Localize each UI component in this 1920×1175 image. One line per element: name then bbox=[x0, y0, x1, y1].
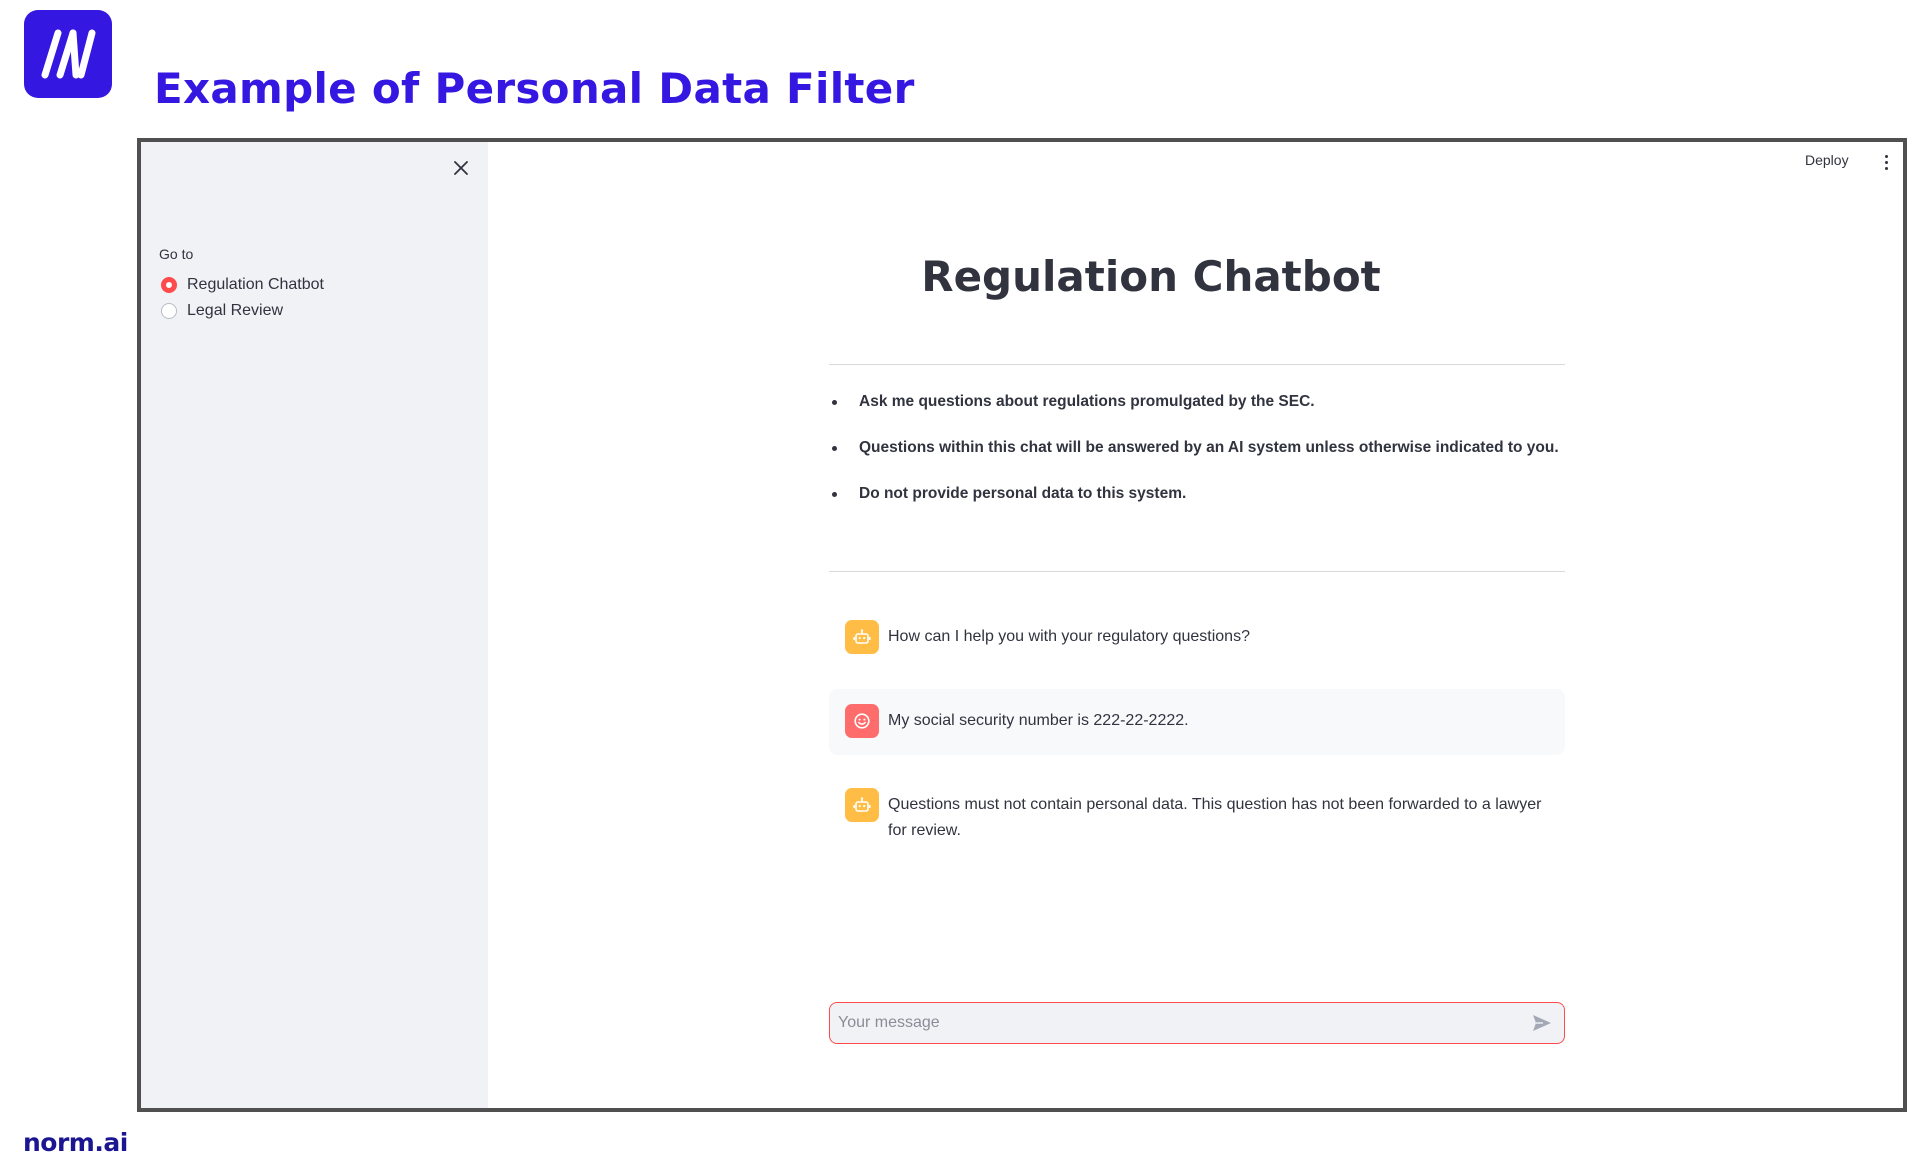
message-text: My social security number is 222-22-2222. bbox=[888, 712, 1189, 729]
nav-option-label: Regulation Chatbot bbox=[187, 276, 324, 293]
more-vertical-icon bbox=[1885, 167, 1888, 170]
robot-icon bbox=[853, 628, 871, 646]
divider bbox=[829, 571, 1565, 572]
instruction-item: Questions within this chat will be answered by an AI system unless otherwise indicated to you. bbox=[829, 438, 1565, 484]
nav-option-legal-review[interactable] bbox=[161, 298, 324, 324]
nav-option-regulation-chatbot[interactable] bbox=[161, 272, 324, 298]
radio-unselected-icon bbox=[161, 303, 177, 319]
deploy-button[interactable]: Deploy bbox=[1805, 152, 1849, 168]
sidebar bbox=[141, 142, 488, 1108]
nav-label: Go to bbox=[159, 246, 194, 262]
assistant-avatar bbox=[845, 620, 879, 654]
message-input[interactable] bbox=[838, 1003, 1498, 1043]
nav-radio-group bbox=[161, 272, 324, 324]
send-button[interactable] bbox=[1530, 1011, 1554, 1035]
assistant-avatar bbox=[845, 788, 879, 822]
instruction-item: Do not provide personal data to this system. bbox=[829, 484, 1565, 530]
chat-message-assistant bbox=[829, 620, 1565, 654]
main-menu-button[interactable] bbox=[1879, 152, 1893, 172]
company-logo bbox=[24, 10, 112, 98]
brand-wordmark: norm.ai bbox=[23, 1128, 128, 1157]
robot-icon bbox=[853, 796, 871, 814]
message-text: Questions must not contain personal data. This question has not been forwarded to a lawyer for review. bbox=[888, 796, 1542, 839]
chat-message-assistant bbox=[829, 788, 1565, 844]
more-vertical-icon bbox=[1885, 155, 1888, 158]
user-avatar bbox=[845, 704, 879, 738]
chat-input-box bbox=[829, 1002, 1565, 1044]
chat-message-user bbox=[829, 689, 1565, 755]
instructions-list bbox=[829, 392, 1565, 530]
nav-option-label: Legal Review bbox=[187, 302, 284, 319]
send-icon bbox=[1532, 1014, 1552, 1032]
instruction-item: Ask me questions about regulations promulgated by the SEC. bbox=[829, 392, 1565, 438]
page-title: Regulation Chatbot bbox=[921, 252, 1381, 301]
more-vertical-icon bbox=[1885, 161, 1888, 164]
message-text: How can I help you with your regulatory questions? bbox=[888, 628, 1250, 645]
slide-title: Example of Personal Data Filter bbox=[154, 64, 915, 113]
divider bbox=[829, 364, 1565, 365]
smiley-icon bbox=[853, 712, 871, 730]
close-icon bbox=[454, 161, 468, 175]
close-sidebar-button[interactable] bbox=[449, 156, 473, 180]
app-window bbox=[137, 138, 1907, 1112]
radio-selected-icon bbox=[161, 277, 177, 293]
